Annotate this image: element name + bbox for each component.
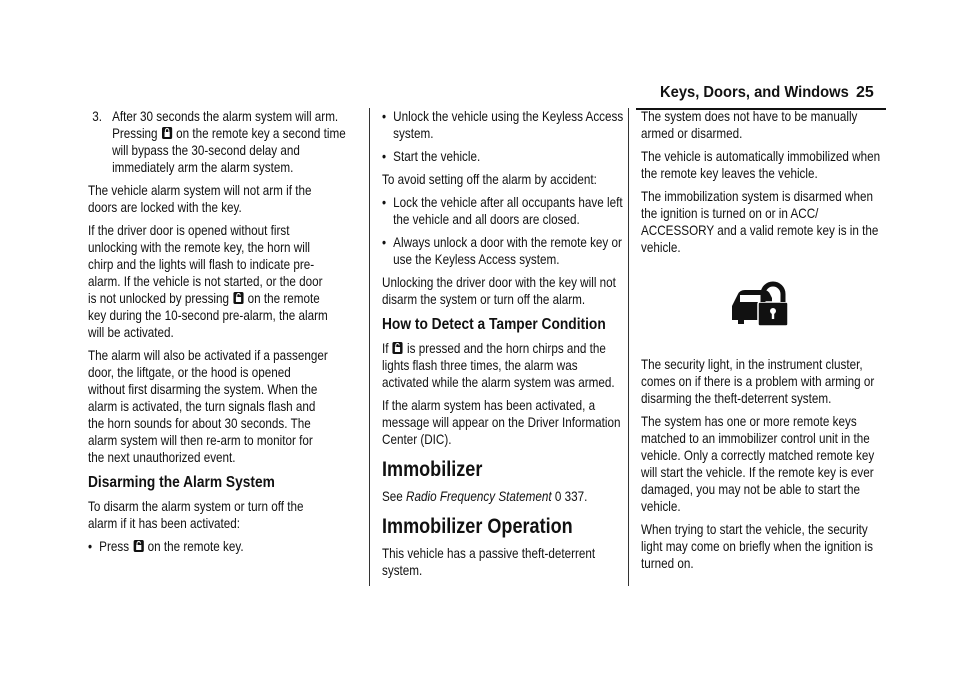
heading-immobilizer-operation: Immobilizer Operation [382,515,573,538]
remote-unlock-key-icon [233,292,243,304]
list-item [382,194,636,228]
paragraph: When trying to start the vehicle, the security light may come on briefly when the ignition is turned on. [641,522,873,571]
paragraph-text: If [382,341,389,356]
numbered-step-3 [88,108,355,176]
column-2 [382,108,622,585]
paragraph: Unlocking the driver door with the key will not disarm the system or turn off the alarm. [382,275,616,307]
remote-unlock-key-icon [133,540,143,552]
paragraph: The immobilization system is disarmed when the ignition is turned on or in ACC/ ACCESSORY and a valid remote key is in the vehicle. [641,189,879,255]
list-item-text: Unlock the vehicle using the Keyless Access system. [393,109,624,141]
paragraph: This vehicle has a passive theft-deterrent system. [382,546,596,578]
paragraph: To disarm the alarm system or turn off the alarm if it has been activated: [88,499,304,531]
paragraph-text: is pressed and the horn chirps and the lights flash three times, the alarm was activated while the alarm system was armed. [382,341,615,390]
list-item-text: Start the vehicle. [393,149,481,164]
column-3 [641,108,881,578]
list-item-text: Press [99,539,130,554]
reference-end: . [584,489,588,504]
heading-tamper: How to Detect a Tamper Condition [382,316,606,333]
paragraph: The security light, in the instrument cluster, comes on if there is a problem with arming or disarming the theft-deterrent system. [641,357,875,406]
list-item [382,234,636,268]
step-text: on the remote key a second time will bypass the 30-second delay and immediately arm the alarm system. [112,126,346,175]
reference-page[interactable]: 337 [564,489,585,504]
page-number: 25 [856,84,874,101]
paragraph: If the alarm system has been activated, a message will appear on the Driver Information Center (DIC). [382,398,621,447]
paragraph [88,222,331,341]
heading-disarming: Disarming the Alarm System [88,474,275,491]
paragraph: The system has one or more remote keys matched to an immobilizer control unit in the vehicle. Only a correctly matched remote key will start the vehicle. If the remote key is ever damaged, you may not be able to start the vehicle. [641,414,875,514]
list-item-text: Always unlock a door with the remote key or use the Keyless Access system. [393,235,622,267]
column-1 [88,108,346,561]
bullet-icon: • [382,109,387,124]
cross-reference [382,488,625,505]
remote-unlock-key-icon [393,342,403,354]
bullet-icon: • [382,149,387,164]
page-arrow-icon: 0 [554,489,562,504]
paragraph-text: If the driver door is opened without first unlocking with the remote key, the horn will chirp and the lights will flash to indicate pre-alarm. If the vehicle is not started, or the door is not unlocked by pressing [88,223,323,306]
list-item [382,148,636,165]
page-header [0,84,960,104]
bullet-icon: • [88,539,93,554]
bullet-icon: • [382,235,387,250]
step-number: 3. [92,109,103,124]
list-item-text: Lock the vehicle after all occupants have left the vehicle and all doors are closed. [393,195,623,227]
paragraph: The vehicle is automatically immobilized when the remote key leaves the vehicle. [641,149,881,181]
column-divider [369,108,370,586]
section-title: Keys, Doors, and Windows [660,84,849,101]
see-label: See [382,489,403,504]
paragraph [382,340,625,391]
paragraph-text: on the remote key during the 10-second pre-alarm, the alarm will be activated. [88,291,328,340]
paragraph: The system does not have to be manually armed or disarmed. [641,109,858,141]
list-item-text: on the remote key. [147,539,244,554]
list-item [382,108,636,142]
paragraph: The vehicle alarm system will not arm if the doors are locked with the key. [88,183,312,215]
paragraph: The alarm will also be activated if a passenger door, the liftgate, or the hood is opened without first disarming the system. When the alarm is activated, the turn signals flash and the horn sounds for about 30 seconds. The alarm system will then re-arm to monitor for the next unauthorized event. [88,348,328,465]
bullet-icon: • [382,195,387,210]
paragraph: To avoid setting off the alarm by accident: [382,172,597,187]
reference-title[interactable]: Radio Frequency Statement [406,489,552,504]
list-item [88,538,342,555]
step-text: After 30 seconds the alarm system will arm. Pressing [112,109,339,141]
remote-lock-key-icon [162,127,172,139]
security-light-icon [730,280,790,328]
heading-immobilizer: Immobilizer [382,458,483,481]
